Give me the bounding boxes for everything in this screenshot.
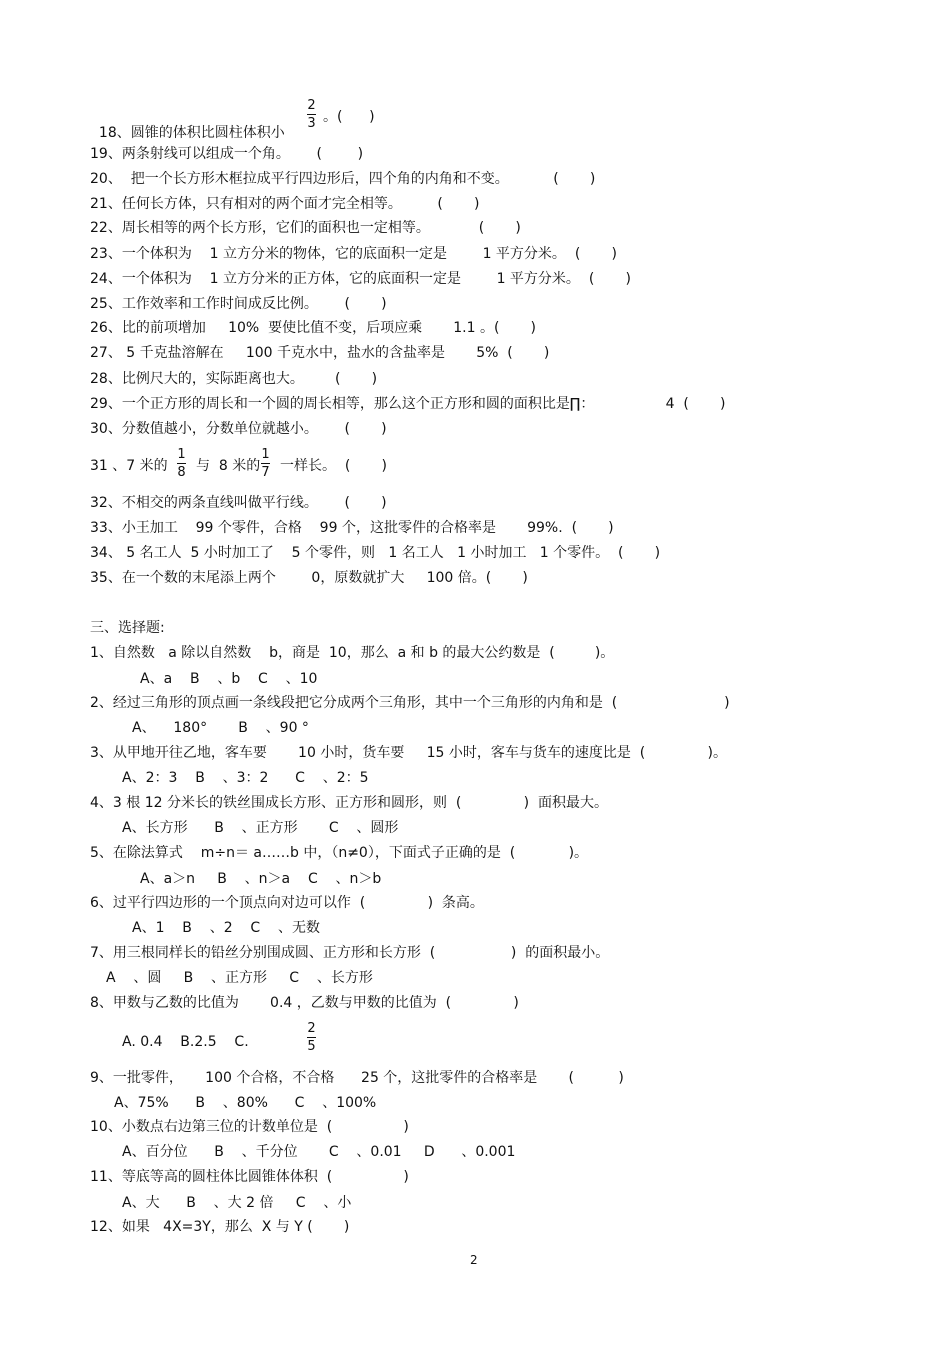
q8-fraction [307, 1022, 316, 1053]
mc-options-1: A、a B 、b C 、10 [140, 671, 318, 687]
mc-options-4: A、长方形 B 、正方形 C 、圆形 [122, 820, 399, 836]
q8-numerator: 2 [307, 1021, 316, 1036]
mc-question-9: 9、一批零件， 100 个合格，不合格 25 个，这批零件的合格率是 ( ) [90, 1070, 624, 1086]
question-32: 32、不相交的两条直线叫做平行线。 ( ) [90, 495, 387, 511]
q31-mid: 与 8 米的 [196, 458, 261, 474]
mc-question-7: 7、用三根同样长的铅丝分别围成圆、正方形和长方形 ( ) 的面积最小。 [90, 945, 610, 961]
question-30: 30、分数值越小，分数单位就越小。 ( ) [90, 421, 387, 437]
question-20: 20、 把一个长方形木框拉成平行四边形后，四个角的内角和不变。 ( ) [90, 171, 596, 187]
mc-question-5: 5、在除法算式 m÷n＝ a……b 中，（n≠0），下面式子正确的是 ( )。 [90, 845, 589, 861]
question-24: 24、一个体积为 1 立方分米的正方体，它的底面积一定是 1 平方分米。 ( ) [90, 271, 631, 287]
mc-options-10: A、百分位 B 、千分位 C 、0.01 D 、0.001 [122, 1144, 516, 1160]
mc-options-6: A、1 B 、2 C 、无数 [132, 920, 320, 936]
page-number: 2 [470, 1253, 478, 1267]
mc-question-6: 6、过平行四边形的一个顶点向对边可以作 ( ) 条高。 [90, 895, 484, 911]
q18-post: 。( ) [323, 109, 375, 125]
q31-fraction-2 [261, 448, 270, 479]
mc-question-12: 12、如果 4X=3Y，那么 X 与 Y ( ) [90, 1219, 350, 1235]
q18-denominator: 3 [307, 116, 316, 131]
question-23: 23、一个体积为 1 立方分米的物体，它的底面积一定是 1 平方分米。 ( ) [90, 246, 617, 262]
question-25: 25、工作效率和工作时间成反比例。 ( ) [90, 296, 387, 312]
question-21: 21、任何长方体，只有相对的两个面才完全相等。 ( ) [90, 196, 480, 212]
mc-question-1: 1、自然数 a 除以自然数 b，商是 10，那么 a 和 b 的最大公约数是 ( )。 [90, 645, 615, 661]
fraction-bar [177, 463, 186, 464]
q31-denominator-2: 7 [261, 465, 270, 480]
mc-question-2: 2、经过三角形的顶点画一条线段把它分成两个三角形，其中一个三角形的内角和是 ( ) [90, 695, 730, 711]
mc-options-7: A 、圆 B 、正方形 C 、长方形 [106, 970, 373, 986]
q8-denominator: 5 [307, 1039, 316, 1054]
section-heading: 三、选择题: [90, 620, 165, 636]
mc-options-11: A、大 B 、大 2 倍 C 、小 [122, 1195, 352, 1211]
q31-denominator-1: 8 [177, 465, 186, 480]
question-28: 28、比例尺大的，实际距离也大。 ( ) [90, 371, 378, 387]
question-33: 33、小王加工 99 个零件，合格 99 个，这批零件的合格率是 99%. ( ) [90, 520, 614, 536]
mc-question-3: 3、从甲地开往乙地，客车要 10 小时，货车要 15 小时，客车与货车的速度比是 ( )。 [90, 745, 727, 761]
mc-options-2: A、 180° B 、90 ° [132, 720, 309, 736]
q31-numerator-2: 1 [261, 447, 270, 462]
question-26: 26、比的前项增加 10% 要使比值不变，后项应乘 1.1 。( ) [90, 320, 537, 336]
q31-post: 一样长。 ( ) [280, 458, 387, 474]
mc-options-5: A、a＞n B 、n＞a C 、n＞b [140, 871, 382, 887]
question-19: 19、两条射线可以组成一个角。 ( ) [90, 146, 364, 162]
mc-question-10: 10、小数点右边第三位的计数单位是 ( ) [90, 1119, 409, 1135]
q31-numerator-1: 1 [177, 447, 186, 462]
mc-options-8: A. 0.4 B.2.5 C. [122, 1034, 249, 1050]
mc-question-4: 4、3 根 12 分米长的铁丝围成长方形、正方形和圆形，则 ( ) 面积最大。 [90, 795, 609, 811]
mc-question-8: 8、甲数与乙数的比值为 0.4 ，乙数与甲数的比值为 ( ) [90, 995, 519, 1011]
q31-fraction-1 [177, 448, 186, 479]
q18-fraction [307, 99, 316, 130]
mc-options-3: A、2：3 B 、3：2 C 、2：5 [122, 770, 369, 786]
q31-pre: 31 、7 米的 [90, 458, 168, 474]
mc-question-11: 11、等底等高的圆柱体比圆锥体体积 ( ) [90, 1169, 409, 1185]
q18-pre: 18、圆锥的体积比圆柱体积小 [98, 125, 285, 141]
question-27: 27、 5 千克盐溶解在 100 千克水中，盐水的含盐率是 5% ( ) [90, 345, 550, 361]
question-22: 22、周长相等的两个长方形，它们的面积也一定相等。 ( ) [90, 220, 521, 236]
q18-text [90, 109, 285, 141]
question-34: 34、 5 名工人 5 小时加工了 5 个零件，则 1 名工人 1 小时加工 1 个零件。 ( ) [90, 545, 661, 561]
q18-numerator: 2 [307, 98, 316, 113]
fraction-bar [307, 1037, 316, 1038]
mc-options-9: A、75% B 、80% C 、100% [114, 1095, 377, 1111]
fraction-bar [261, 463, 270, 464]
question-29: 29、一个正方形的周长和一个圆的周长相等，那么这个正方形和圆的面积比是∏： 4 ( ) [90, 396, 726, 412]
question-35: 35、在一个数的末尾添上两个 0，原数就扩大 100 倍。( ) [90, 570, 528, 586]
fraction-bar [307, 114, 316, 115]
